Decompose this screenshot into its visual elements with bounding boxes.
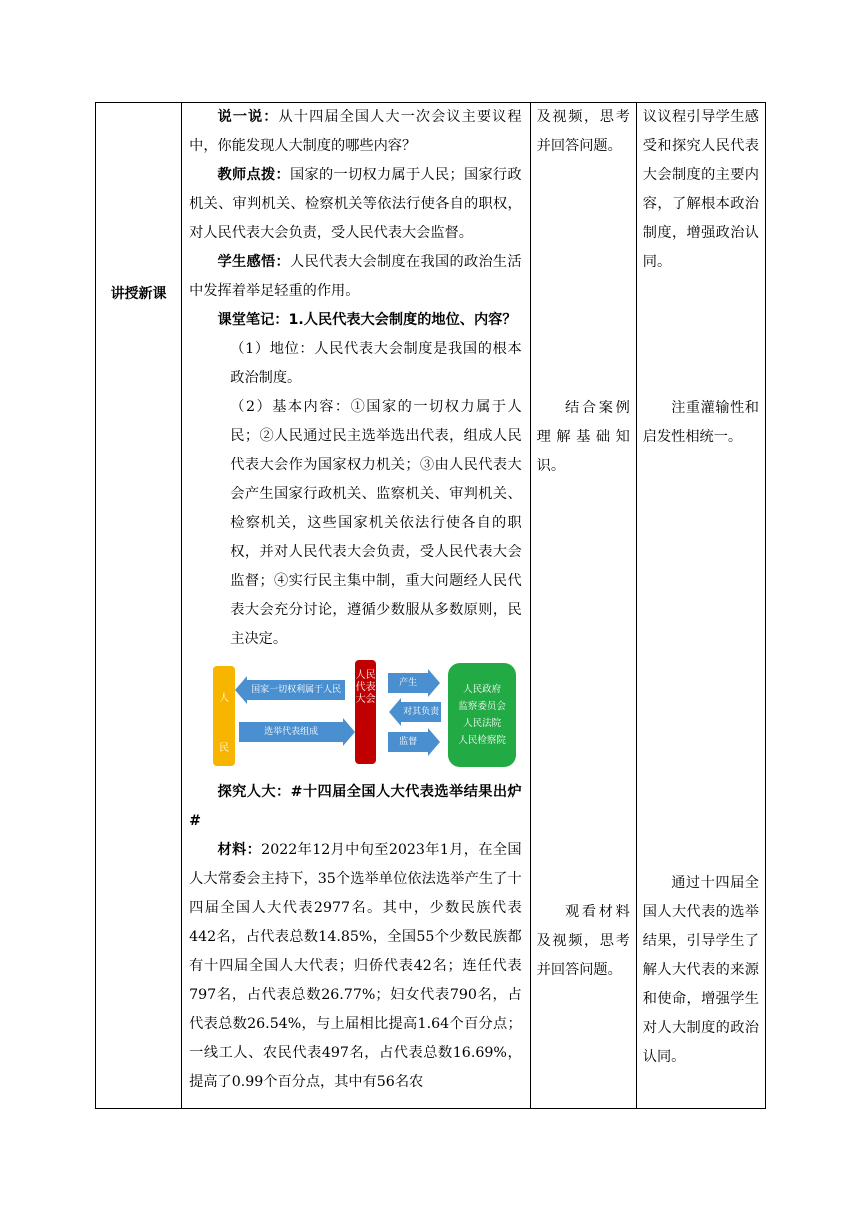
material-text: 2022年12月中旬至2023年1月，在全国人大常委会主持下，35个选举单位依法选举产生了十四届全国人大代表2977名。其中，少数民族代表442名，占代表总数14.85%，全国55个少数民族都有十四届全国人大代表；归侨代表42名；连任代表797名，占代表总数26.77%；妇女代表790名，占代表总数26.54%，与上届相比提高1.64个百分点；一线工人、农民代表497名，占代表总数16.69%，提高了0.99个百分点，其中有56名农 [189,842,522,1090]
arrow-produce: 产生 [388,673,428,693]
say-heading: 说一说： [217,109,279,125]
lesson-table [95,102,766,1109]
content-cell [182,103,531,1109]
organ-court: 人民法院 [463,718,502,729]
explore-heading: 探究人大：#十四届全国人大代表选举结果出炉# [189,784,522,829]
student-heading: 学生感悟： [217,254,290,270]
organ-government: 人民政府 [463,684,502,695]
arrow-rights: 国家一切权利属于人民 [247,680,345,700]
material-paragraph [189,836,522,1097]
notes-paragraph [189,306,522,335]
activity-b: 结合案例理解基础知识。 [536,400,630,474]
arrow-supervise: 监督 [388,732,428,752]
stage-cell [96,103,182,1109]
student-paragraph [189,248,522,306]
material-heading: 材料： [217,842,262,858]
people-label-bottom: 民 [219,743,230,754]
say-paragraph [189,103,522,161]
state-organs-box [448,663,516,767]
intent-a: 议议程引导学生感受和探究人民代表大会制度的主要内容，了解根本政治制度，增强政治认同。 [642,109,759,270]
arrow-responsible: 对其负责 [401,702,441,722]
status-paragraph: （1）地位：人民代表大会制度是我国的根本政治制度。 [230,341,522,386]
student-text: 人民代表大会制度在我国的政治生活中发挥着举足轻重的作用。 [189,254,522,299]
organ-procuratorate: 人民检察院 [458,735,506,746]
teacher-heading: 教师点拨： [217,167,290,183]
explore-paragraph [189,778,522,836]
intent-c: 通过十四届全国人大代表的选举结果，引导学生了解人大代表的来源和使命，增强学生对人大制度的政治认同。 [642,875,759,1065]
teacher-paragraph [189,161,522,248]
people-label-top: 人 [219,693,230,704]
teacher-text: 国家的一切权力属于人民；国家行政机关、审判机关、检察机关等依法行使各自的职权，对人民代表大会负责，受人民代表大会监督。 [189,167,522,241]
activity-c: 观看材料及视频，思考并回答问题。 [536,904,630,978]
content-paragraph: （2）基本内容：①国家的一切权力属于人民；②人民通过民主选举选出代表，组成人民代表大会作为国家权力机关；③由人民代表大会产生国家行政机关、监察机关、审判机关、检察机关，这些国家机关依法行使各自的职权，并对人民代表大会负责，受人民代表大会监督；④实行民主集中制，重大问题经人民代表大会充分讨论，遵循少数服从多数原则，民主决定。 [230,399,522,647]
student-activity-cell [530,103,636,1109]
design-intent-cell [636,103,765,1109]
notes-heading: 课堂笔记：1.人民代表大会制度的地位、内容？ [217,312,517,328]
arrow-elect: 选举代表组成 [239,722,343,742]
stage-label: 讲授新课 [110,286,167,302]
intent-b: 注重灌输性和启发性相统一。 [642,400,759,445]
organ-supervision: 监察委员会 [458,701,506,712]
npc-box: 人民代表大会 [355,660,376,764]
npc-system-diagram [203,660,523,772]
activity-a: 及视频，思考并回答问题。 [536,109,630,154]
say-text: 从十四届全国人大一次会议主要议程中，你能发现人大制度的哪些内容？ [189,109,522,154]
people-box [213,666,235,766]
